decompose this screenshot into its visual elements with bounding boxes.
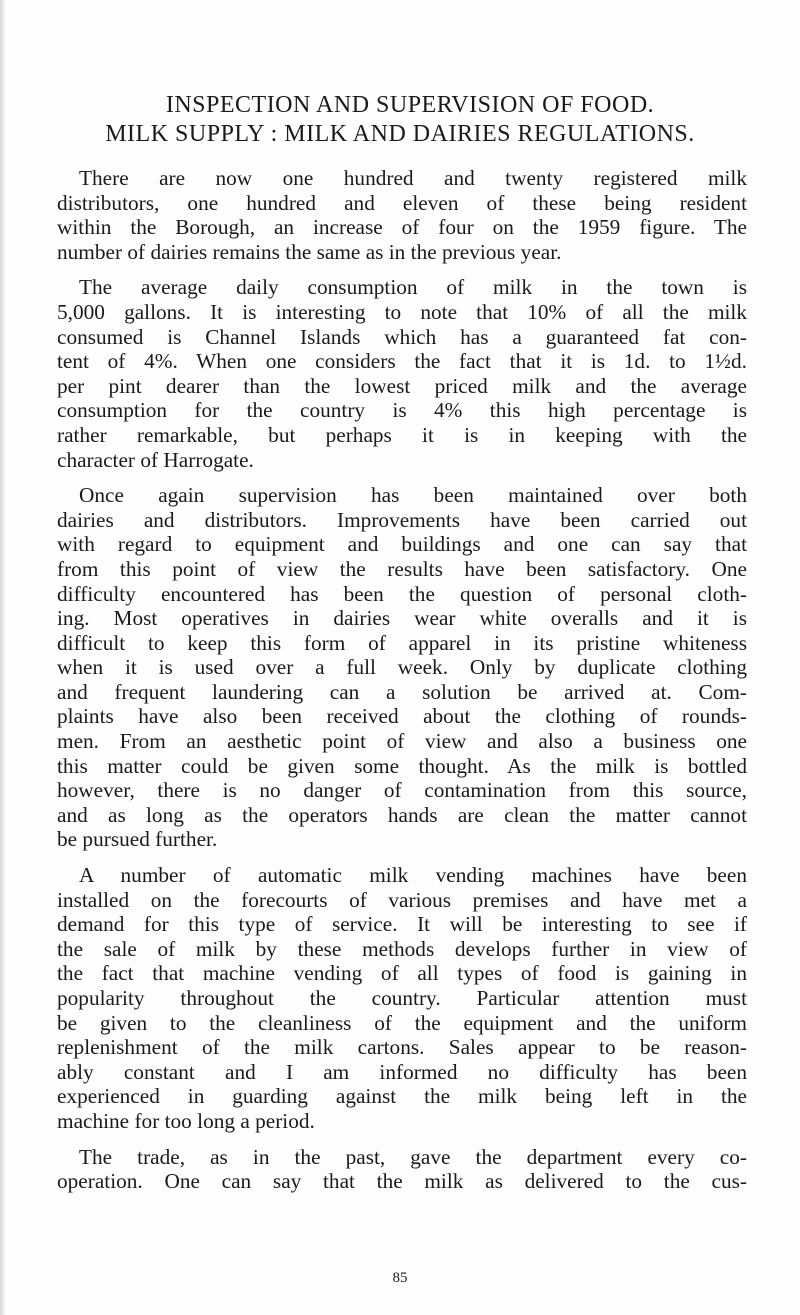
text-line: consumed is Channel Islands which has a guaranteed fat con-	[57, 324, 747, 349]
text-line: operation. One can say that the milk as delivered to the cus-	[57, 1169, 747, 1194]
text-line: There are now one hundred and twenty registered milk	[79, 166, 747, 190]
text-line: and frequent laundering can a solution be arrived at. Com-	[57, 679, 747, 704]
text-line: within the Borough, an increase of four on the 1959 figure. The	[57, 215, 747, 240]
text-line: ably constant and I am informed no difficulty has been	[57, 1059, 747, 1084]
text-line: demand for this type of service. It will be interesting to see if	[57, 912, 747, 937]
text-line: however, there is no danger of contamination from this source,	[57, 778, 747, 803]
page-number: 85	[392, 1270, 408, 1286]
paragraph	[57, 1145, 747, 1194]
text-line: character of Harrogate.	[57, 447, 254, 472]
text-line: the sale of milk by these methods develops further in view of	[57, 936, 747, 961]
text-line: from this point of view the results have been satisfactory. One	[57, 556, 747, 581]
text-line: and as long as the operators hands are clean the matter cannot	[57, 802, 747, 827]
text-line: be given to the cleanliness of the equipment and the uniform	[57, 1010, 747, 1035]
page-edge-shadow	[0, 0, 5, 1315]
text-line: the fact that machine vending of all types of food is gaining in	[57, 961, 747, 986]
section-heading: INSPECTION AND SUPERVISION OF FOOD.	[165, 92, 655, 118]
text-line: ing. Most operatives in dairies wear white overalls and it is	[57, 606, 747, 631]
text-line: installed on the forecourts of various premises and have met a	[57, 887, 747, 912]
body-text	[57, 166, 747, 1205]
text-line: with regard to equipment and buildings and one can say that	[57, 532, 747, 557]
text-line: consumption for the country is 4% this high percentage is	[57, 398, 747, 423]
paragraph	[57, 863, 747, 1134]
text-line: dairies and distributors. Improvements have been carried out	[57, 507, 747, 532]
text-line: difficult to keep this form of apparel in its pristine whiteness	[57, 630, 747, 655]
paragraph	[57, 483, 747, 852]
section-subheading: MILK SUPPLY : MILK AND DAIRIES REGULATIONS.	[105, 121, 695, 147]
text-line: A number of automatic milk vending machines have been	[79, 863, 747, 888]
text-line: The trade, as in the past, gave the department every co-	[79, 1144, 747, 1169]
text-line: The average daily consumption of milk in the town is	[79, 275, 747, 300]
text-line: machine for too long a period.	[57, 1108, 315, 1133]
text-line: experienced in guarding against the milk being left in the	[57, 1084, 747, 1109]
text-line: popularity throughout the country. Particular attention must	[57, 986, 747, 1010]
text-line: replenishment of the milk cartons. Sales appear to be reason-	[57, 1035, 747, 1060]
text-line: distributors, one hundred and eleven of these being resident	[57, 190, 747, 215]
text-line: plaints have also been received about the clothing of rounds-	[57, 704, 747, 729]
text-line: 5,000 gallons. It is interesting to note that 10% of all the milk	[57, 299, 747, 324]
text-line: number of dairies remains the same as in the previous year.	[57, 239, 562, 264]
text-line: per pint dearer than the lowest priced milk and the average	[57, 373, 747, 398]
text-line: difficulty encountered has been the question of personal cloth-	[57, 581, 747, 606]
text-line: be pursued further.	[57, 827, 218, 852]
text-line: this matter could be given some thought. As the milk is bottled	[57, 753, 747, 778]
paragraph	[57, 275, 747, 472]
text-line: tent of 4%. When one considers the fact that it is 1d. to 1½d.	[57, 349, 747, 374]
paragraph	[57, 166, 747, 264]
text-line: when it is used over a full week. Only by duplicate clothing	[57, 655, 747, 680]
text-line: Once again supervision has been maintained over both	[79, 483, 747, 508]
text-line: men. From an aesthetic point of view and also a business one	[57, 729, 747, 754]
text-line: rather remarkable, but perhaps it is in keeping with the	[57, 422, 747, 447]
